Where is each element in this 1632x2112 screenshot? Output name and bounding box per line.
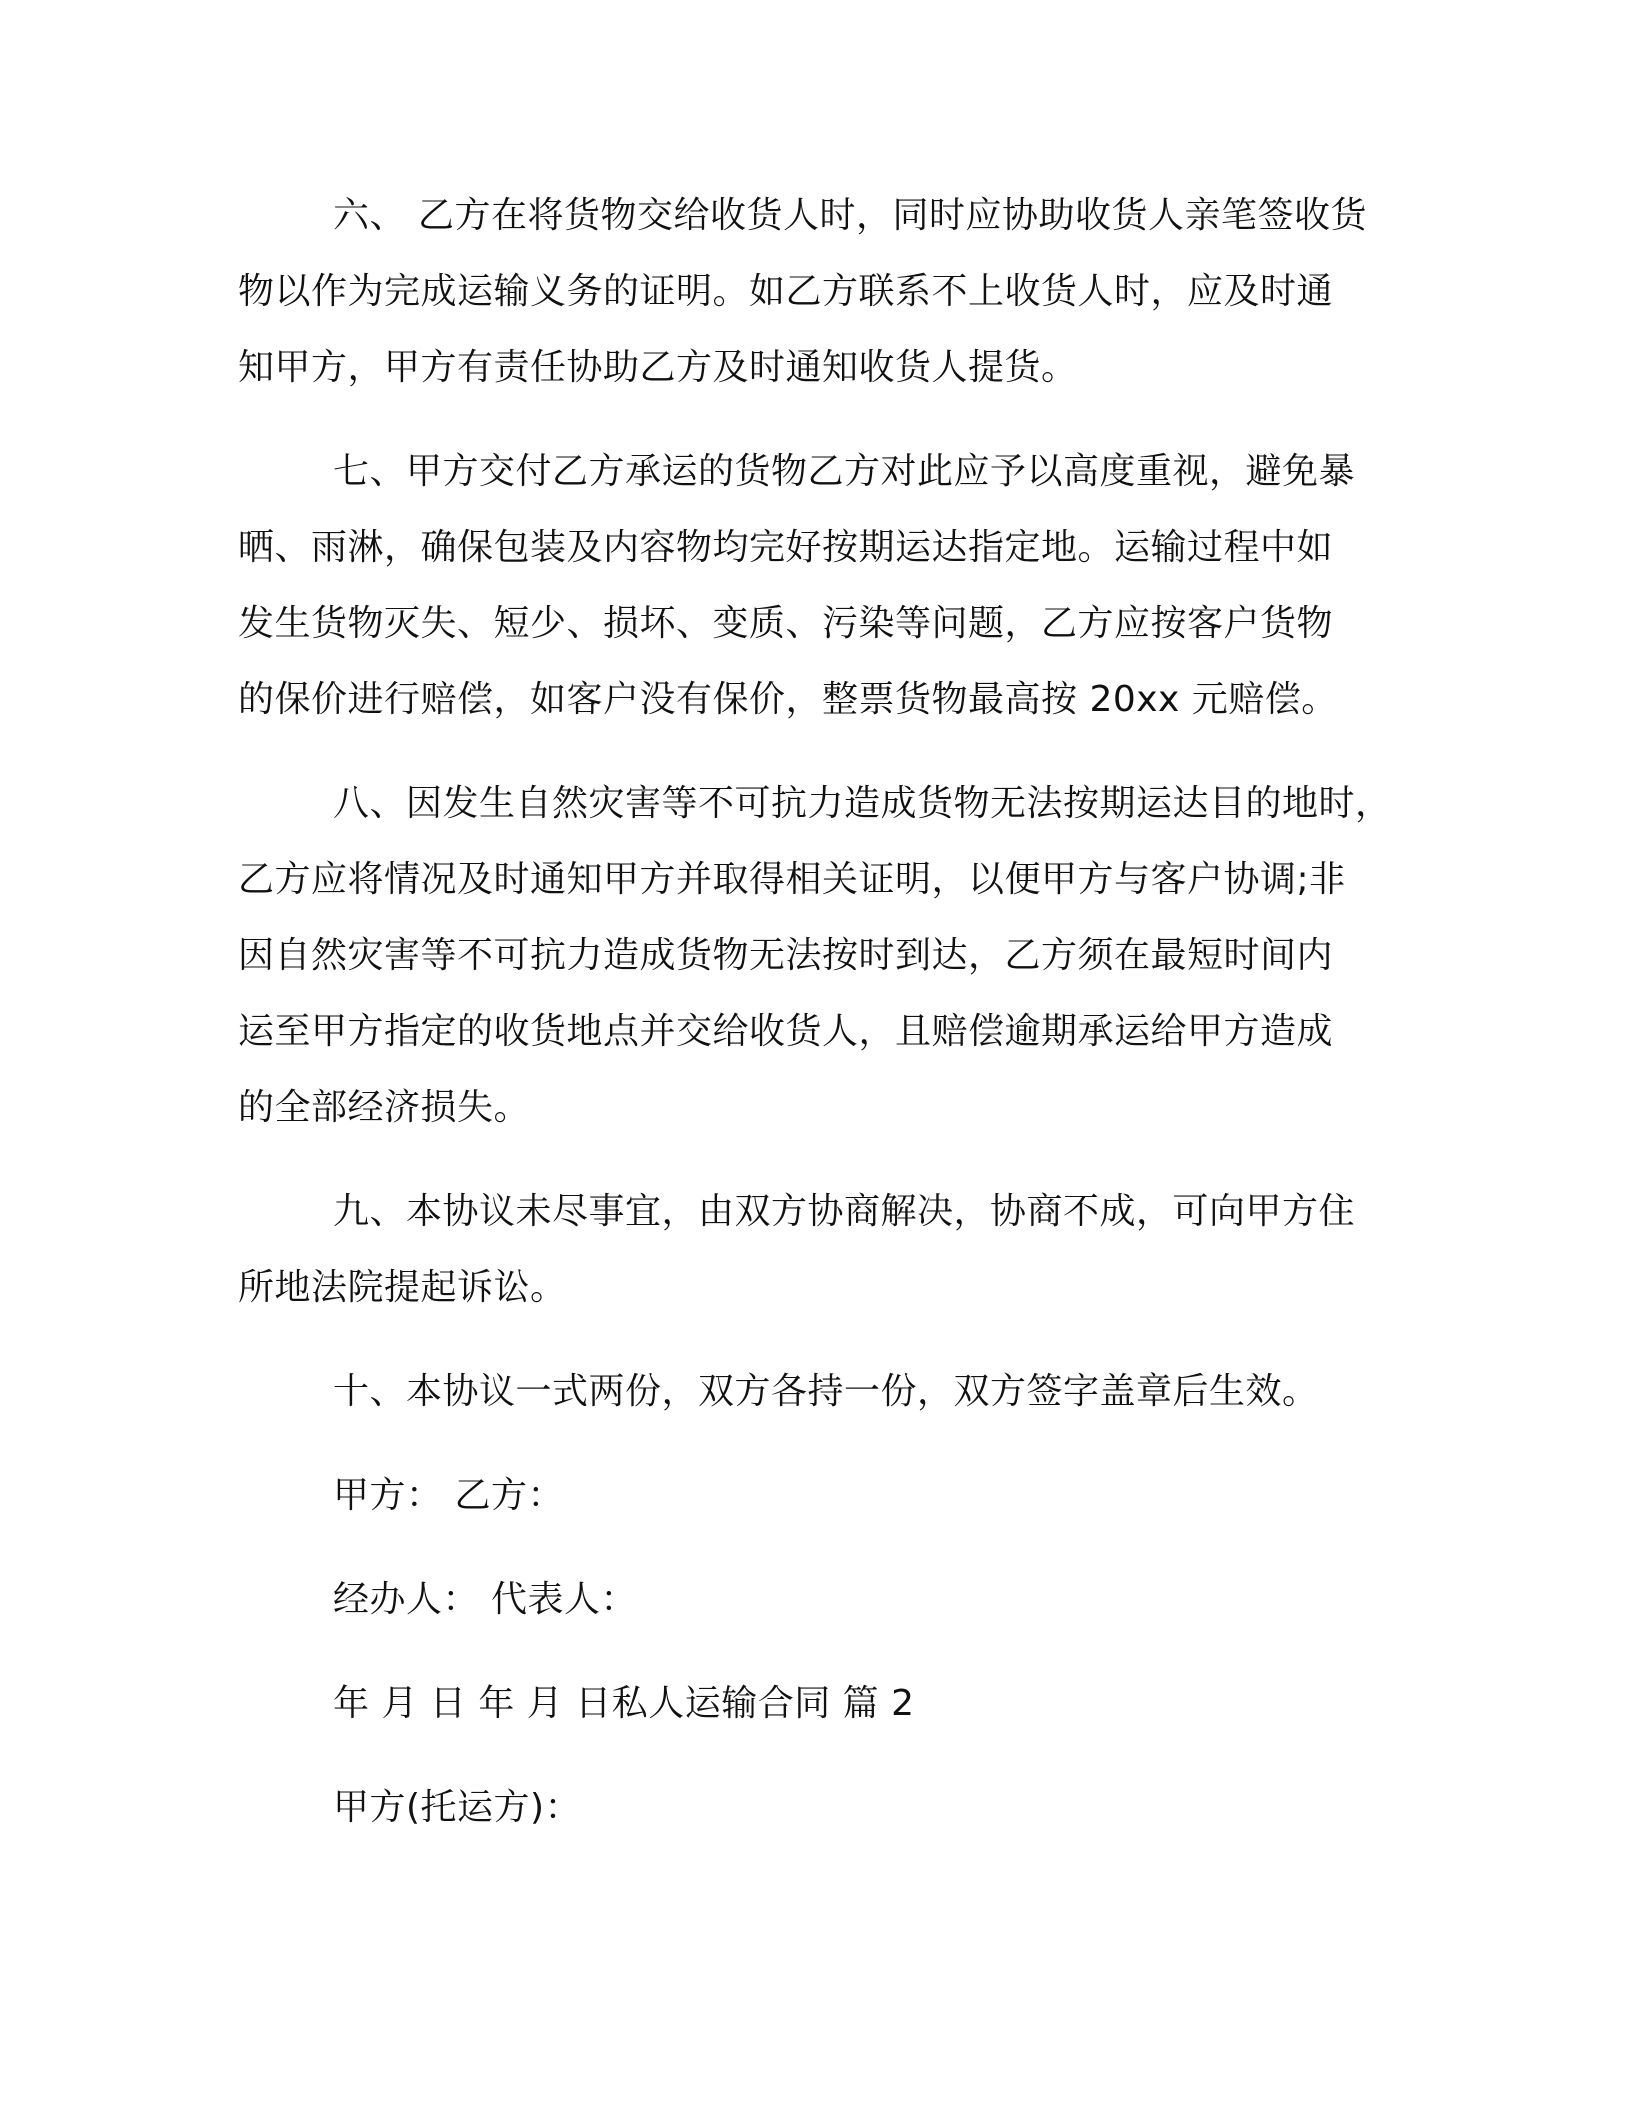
- clause-6-line-3: 知甲方，甲方有责任协助乙方及时通知收货人提货。: [238, 347, 1078, 388]
- clause-8-line-4: 运至甲方指定的收货地点并交给收货人，且赔偿逾期承运给甲方造成: [238, 1011, 1334, 1052]
- clause-6-line-1: 六、 乙方在将货物交给收货人时，同时应协助收货人亲笔签收货: [333, 195, 1367, 236]
- clause-8-line-2: 乙方应将情况及时通知甲方并取得相关证明，以便甲方与客户协调;非: [238, 859, 1346, 900]
- clause-6-line-2: 物以作为完成运输义务的证明。如乙方联系不上收货人时，应及时通: [238, 271, 1334, 312]
- clause-9-line-1: 九、本协议未尽事宜，由双方协商解决，协商不成，可向甲方住: [333, 1191, 1356, 1232]
- clause-8-line-1: 八、因发生自然灾害等不可抗力造成货物无法按期运达目的地时，: [333, 783, 1392, 824]
- clause-8-line-5: 的全部经济损失。: [238, 1087, 531, 1128]
- clause-7-line-3: 发生货物灭失、短少、损坏、变质、污染等问题，乙方应按客户货物: [238, 603, 1334, 644]
- clause-7-line-1: 七、甲方交付乙方承运的货物乙方对此应予以高度重视，避免暴: [333, 451, 1356, 492]
- clause-9-line-2: 所地法院提起诉讼。: [238, 1267, 567, 1308]
- clause-7-line-2: 晒、雨淋，确保包装及内容物均完好按期运达指定地。运输过程中如: [238, 527, 1334, 568]
- signature-parties: 甲方： 乙方：: [333, 1475, 564, 1516]
- signature-dates-and-next-title: 年 月 日 年 月 日私人运输合同 篇 2: [333, 1683, 915, 1724]
- clause-8-line-3: 因自然灾害等不可抗力造成货物无法按时到达，乙方须在最短时间内: [238, 935, 1334, 976]
- clause-7-line-4: 的保价进行赔偿，如客户没有保价，整票货物最高按 20xx 元赔偿。: [238, 679, 1338, 720]
- party-a-shipper-label: 甲方(托运方)：: [333, 1787, 582, 1828]
- clause-10-line-1: 十、本协议一式两份，双方各持一份，双方签字盖章后生效。: [333, 1371, 1319, 1412]
- signature-agents: 经办人： 代表人：: [333, 1579, 637, 1620]
